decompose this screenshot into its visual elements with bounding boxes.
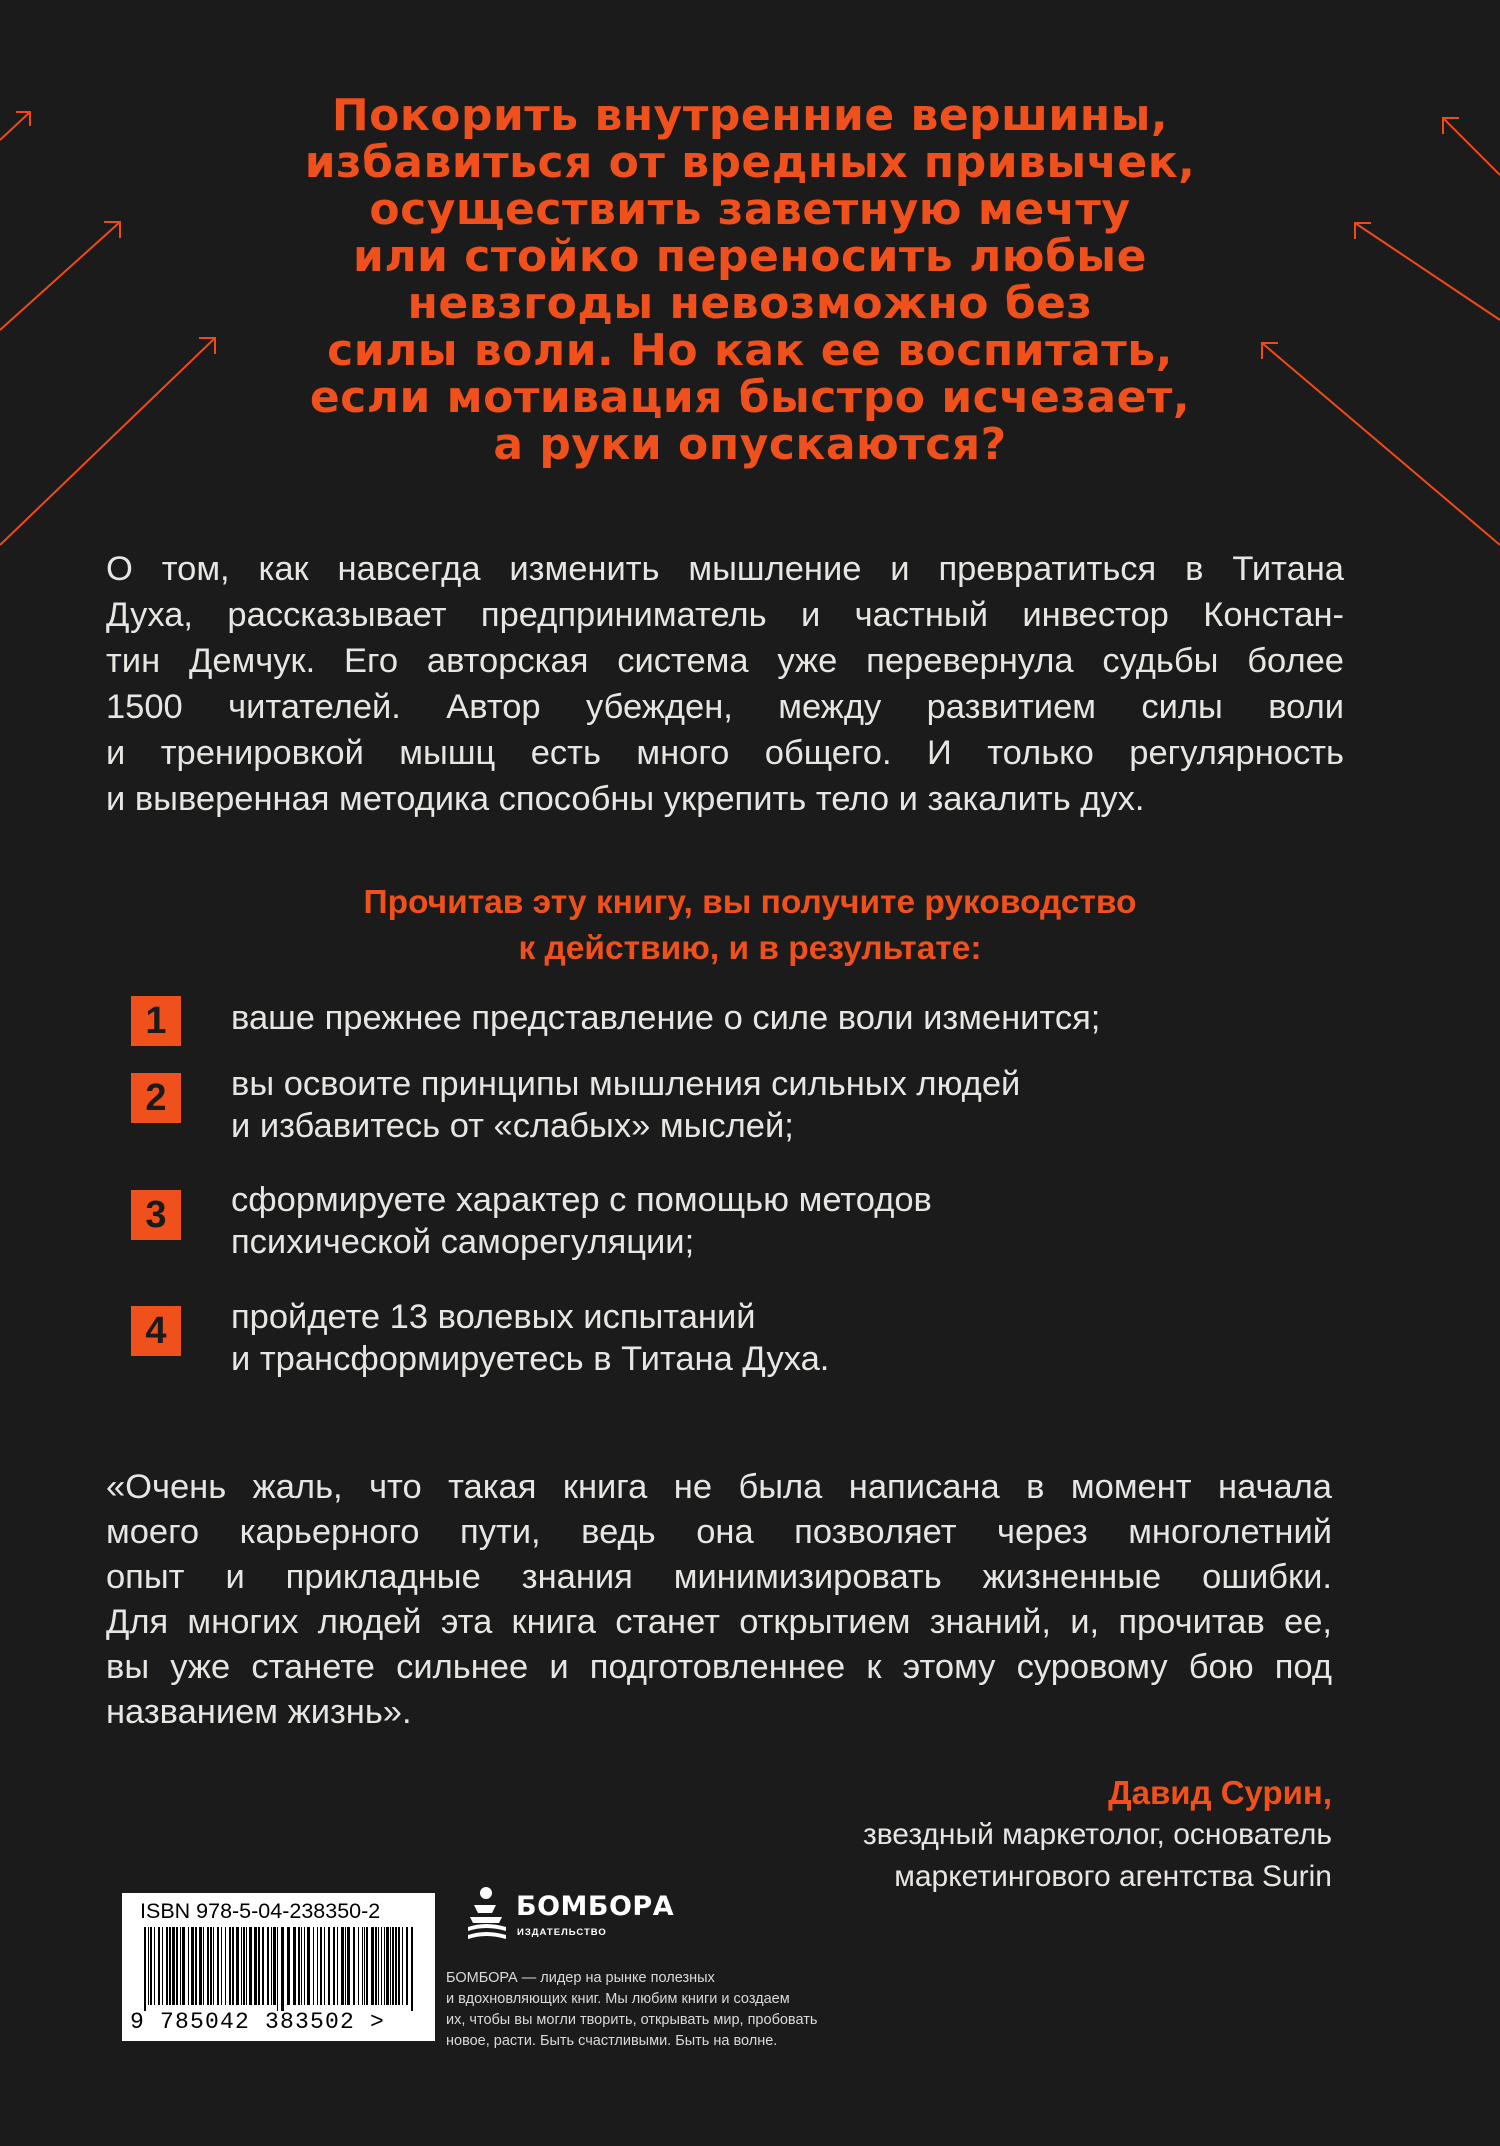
barcode-bar [267, 1927, 269, 2005]
number-badge: 3 [131, 1190, 181, 1240]
testimonial-quote [106, 1465, 1332, 1735]
barcode-bar [324, 1927, 325, 2005]
barcode-bar [398, 1927, 400, 2005]
benefits-heading-line: Прочитав эту книгу, вы получите руководство [363, 884, 1137, 921]
barcode-bar [180, 1927, 181, 2005]
list-item-line: и трансформируетесь в Титана Духа. [231, 1340, 830, 1378]
list-item-text [231, 997, 1100, 1039]
barcode-bar [392, 1927, 394, 2005]
headline-line: силы воли. Но как ее воспитать, [327, 325, 1173, 376]
barcode-bar [232, 1927, 234, 2005]
arrow-decoration-icon [1355, 223, 1500, 320]
quote-line: Для многих людей эта книга станет открытием знаний, и, прочитав ее, [106, 1603, 1332, 1641]
barcode-bar [172, 1927, 175, 2005]
barcode-bar [337, 1927, 338, 2005]
barcode-bar [207, 1927, 209, 2005]
barcode-bar [258, 1927, 260, 2005]
publisher-logo [466, 1883, 675, 1953]
headline-line: невзгоды невозможно без [407, 278, 1093, 329]
barcode-bar [293, 1927, 296, 2005]
barcode-bar [320, 1927, 322, 2005]
barcode-bar [411, 1927, 413, 2011]
attribution-name: Давид Сурин, [1108, 1774, 1332, 1811]
barcode-bar [378, 1927, 379, 2005]
barcode-bar [229, 1927, 231, 2005]
intro-line: и выверенная методика способны укрепить тело и закалить дух. [106, 780, 1145, 818]
number-badge: 2 [131, 1073, 181, 1123]
barcode-bar [217, 1927, 219, 2005]
barcode-bar [281, 1927, 284, 2011]
barcode-bar [199, 1927, 202, 2005]
number-badge: 1 [131, 996, 181, 1046]
barcode-bar [317, 1927, 318, 2005]
publisher-desc-line: новое, расти. Быть счастливыми. Быть на волне. [446, 2033, 778, 2049]
list-item-line: пройдете 13 волевых испытаний [231, 1298, 756, 1336]
barcode-bar [371, 1927, 374, 2005]
barcode-bar [390, 1927, 391, 2005]
barcode-bar [191, 1927, 194, 2005]
publisher-description [446, 1968, 906, 2052]
barcode-bar [254, 1927, 257, 2005]
barcode-bar [144, 1927, 146, 2011]
arrow-decoration-icon [1443, 118, 1500, 175]
intro-line: О том, как навсегда изменить мышление и превратиться в Титана [106, 550, 1344, 588]
bombora-logo-icon [466, 1885, 510, 1945]
quote-line: «Очень жаль, что такая книга не была написана в момент начала [106, 1468, 1332, 1506]
barcode-bar [221, 1927, 222, 2005]
isbn-barcode-box [122, 1893, 435, 2041]
list-item-text [231, 1296, 829, 1380]
intro-line: 1500 читателей. Автор убежден, между развитием силы воли [106, 688, 1344, 726]
barcode-bar [364, 1927, 365, 2005]
barcode-bar [162, 1927, 163, 2005]
barcode-bar [406, 1927, 408, 2005]
barcode-bar [301, 1927, 302, 2005]
barcode-bar [307, 1927, 310, 2005]
list-item-line: и избавитесь от «слабых» мыслей; [231, 1107, 794, 1145]
list-item-line: вы освоите принципы мышления сильных людей [231, 1065, 1021, 1103]
intro-paragraph [106, 546, 1344, 822]
intro-line: тин Демчук. Его авторская система уже перевернула судьбы более [106, 642, 1344, 680]
quote-line: моего карьерного пути, ведь она позволяет через многолетний [106, 1513, 1332, 1551]
barcode-bar [150, 1927, 152, 2005]
barcode-bar [402, 1927, 403, 2005]
publisher-desc-line: и вдохновляющих книг. Мы любим книги и создаем [446, 1991, 790, 2007]
intro-line: Духа, рассказывает предприниматель и частный инвестор Констан- [106, 596, 1344, 634]
barcode-bar [362, 1927, 363, 2005]
barcode-bar [236, 1927, 239, 2005]
barcode-bar [203, 1927, 204, 2005]
barcode-bar [246, 1927, 247, 2005]
quote-line: опыт и прикладные знания минимизировать жизненные ошибки. [106, 1558, 1332, 1596]
list-item-line: ваше прежнее представление о силе воли изменится; [231, 999, 1101, 1037]
barcode-bar [195, 1927, 197, 2005]
arrow-decoration-icon [0, 112, 30, 140]
barcode-bar [341, 1927, 344, 2005]
headline-line: или стойко переносить любые [353, 231, 1147, 282]
isbn-label: ISBN 978-5-04-238350-2 [140, 1899, 381, 1923]
barcode-bar [277, 1927, 278, 2011]
barcode-bar [249, 1927, 252, 2005]
barcode-bar [333, 1927, 335, 2005]
barcode-bar [210, 1927, 212, 2005]
list-item-line: психической саморегуляции; [231, 1223, 695, 1261]
intro-line: и тренировкой мышц есть много общего. И только регулярность [106, 734, 1344, 772]
barcode-bar [154, 1927, 155, 2005]
barcode-bar [271, 1927, 272, 2005]
barcode-bar [225, 1927, 226, 2005]
barcode-bar [358, 1927, 359, 2005]
barcode-bar [166, 1927, 168, 2005]
barcode-bar [182, 1927, 185, 2005]
barcode-bar [158, 1927, 160, 2005]
barcode-bar [375, 1927, 377, 2005]
barcode-bar [213, 1927, 214, 2005]
barcode-bar [395, 1927, 397, 2005]
barcode-bar [328, 1927, 330, 2005]
barcode [144, 1927, 416, 2011]
barcode-bar [287, 1927, 290, 2005]
headline-line: если мотивация быстро исчезает, [309, 372, 1191, 423]
quote-line: вы уже станете сильнее и подготовленнее к этому суровому бою под [106, 1648, 1332, 1686]
attribution-role: звездный маркетолог, основатель [862, 1818, 1332, 1851]
headline-line: Покорить внутренние вершины, [331, 90, 1169, 141]
publisher-name: БОМБОРА [516, 1891, 675, 1922]
headline [150, 92, 1350, 468]
list-item-text [231, 1063, 1020, 1147]
barcode-bar [262, 1927, 264, 2005]
barcode-bar [313, 1927, 314, 2005]
headline-line: избавиться от вредных привычек, [304, 137, 1196, 188]
quote-attribution [632, 1772, 1332, 1898]
barcode-bar [169, 1927, 171, 2005]
barcode-bar [384, 1927, 385, 2005]
publisher-subtitle: ИЗДАТЕЛЬСТВО [517, 1927, 607, 1938]
barcode-bar [243, 1927, 245, 2005]
barcode-bar [366, 1927, 368, 2005]
barcode-bar [347, 1927, 350, 2005]
headline-line: осуществить заветную мечту [369, 184, 1131, 235]
barcode-bar [353, 1927, 355, 2005]
barcode-bar [188, 1927, 189, 2005]
barcode-bar [176, 1927, 178, 2005]
barcode-bar [298, 1927, 300, 2005]
benefits-heading-line: к действию, и в результате: [518, 930, 982, 967]
barcode-bar [345, 1927, 346, 2005]
list-item-text [231, 1179, 932, 1263]
barcode-digits: 9 785042 383502 > [130, 2009, 386, 2035]
publisher-desc-line: БОМБОРА — лидер на рынке полезных [446, 1970, 715, 1986]
headline-line: а руки опускаются? [493, 419, 1007, 470]
barcode-bar [241, 1927, 242, 2005]
publisher-desc-line: их, чтобы вы могли творить, открывать мир, пробовать [446, 2012, 818, 2028]
barcode-bar [148, 1927, 149, 2005]
benefits-heading [150, 880, 1350, 972]
barcode-bar [273, 1927, 276, 2005]
quote-line: названием жизнь». [106, 1693, 412, 1731]
barcode-bar [381, 1927, 382, 2005]
number-badge: 4 [131, 1306, 181, 1356]
arrow-decoration-icon [0, 222, 120, 330]
attribution-role: маркетингового агентства Surin [894, 1860, 1332, 1893]
barcode-bar [386, 1927, 389, 2005]
barcode-bar [304, 1927, 305, 2005]
list-item-line: сформируете характер с помощью методов [231, 1181, 932, 1219]
